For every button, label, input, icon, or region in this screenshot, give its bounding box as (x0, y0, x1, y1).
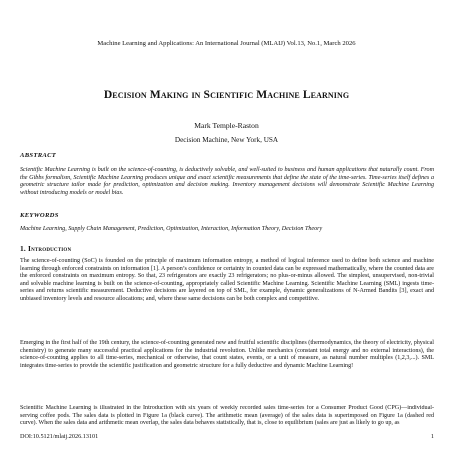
introduction-paragraph-2: Emerging in the first half of the 19th century, the science-of-counting generated new and fruitful scientific disciplines (thermodynamics, the theory of electricity, physical chemistry) to generate many successful practical applications for the industrial revolution. Unlike mechanics (constant total energy and no external interactions), the science-of-counting applies to all time-series, mechanical or otherwise, that count states, events, or a unit of measure, as natural number multiples (1,2,3,...). SML integrates time-series to provide the scientific justification and geometric structure for a fully deductive and dynamic Machine Learning! (20, 340, 434, 369)
page-number: 1 (430, 433, 434, 440)
abstract-text: Scientific Machine Learning is built on the science-of-counting, is deductively solvable, and well-suited to business and human applications that naturally count. From the Gibbs formalism, Scientific Machine Learning produces unique and exact scientific measurements that define the state of the time-series. Time-series itself defines a geometric structure tailor made for prediction, optimization and decision making. Inventory management decisions will demonstrate Scientific Machine Learning without introducing models or model bias. (20, 167, 434, 196)
author-name: Mark Temple-Raston (194, 121, 259, 130)
keywords-text: Machine Learning, Supply Chain Management, Prediction, Optimization, Interaction, Information Theory, Decision Theory (20, 226, 323, 232)
author-affiliation: Decision Machine, New York, USA (174, 136, 279, 144)
introduction-heading: 1. Introduction (20, 244, 72, 253)
abstract-heading: ABSTRACT (20, 152, 57, 159)
introduction-paragraph-3: Scientific Machine Learning is illustrated in the Introduction with six years of weekly recorded sales time-series for a Consumer Product Good (CPG)—individual-serving coffee pods. The sales data is plotted in Figure 1a (black curve). The arithmetic mean (average) of the sales data is superimposed on Figure 1a (dashed red curve). When the sales data and arithmetic mean overlap, the sales data behaves statistically, that is, close to equilibrium (sales are just as likely to go up, as (20, 405, 434, 426)
introduction-paragraph-1: The science-of-counting (SoC) is founded on the principle of maximum information entropy, a method of logical inference used to define both science and machine learning through enforced constraints on information [1]. A person’s confidence or certainty in counted data can be expressed mathematically, where the counted data are the enforced constraints on maximum entropy. So that, 23 refrigerators are exactly 23 refrigerators; no plus-or-minus allowed. The simplest, unsupervised, non-trivial and solvable machine learning is built on the science-of-counting, appropriately called Scientific Machine Learning. Scientific Machine Learning (SML) ingests time-series and returns scientific measurement. Deductive decisions are layered on top of SML, for example, dynamic generalizations of N-Armed Bandits [3], exact and unbiased inventory levels and resource allocations; and, where these same decisions can be both complex and competitive. (20, 258, 434, 302)
paper-title: Decision Making in Scientific Machine Learning (103, 88, 350, 101)
footer-doi: DOI:10.5121/mlaij.2026.13101 (20, 433, 99, 440)
keywords-heading: KEYWORDS (20, 212, 59, 219)
journal-header: Machine Learning and Applications: An International Journal (MLAIJ) Vol.13, No.1, March 2026 (97, 40, 356, 47)
